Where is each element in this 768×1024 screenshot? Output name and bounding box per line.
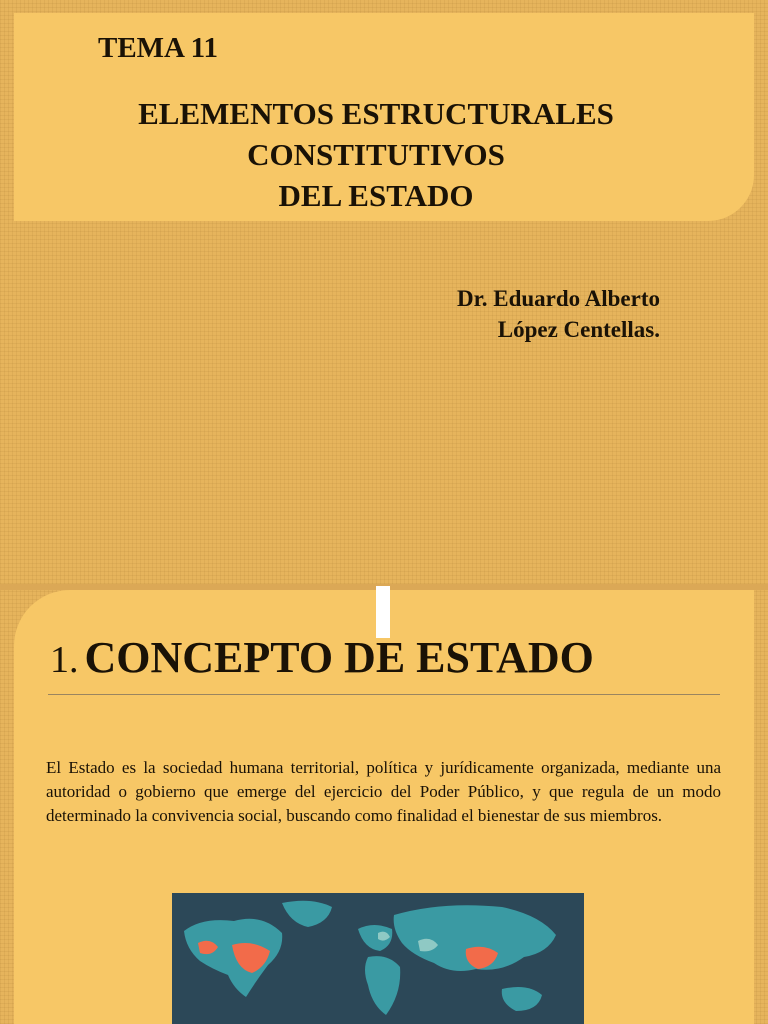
section-heading — [50, 632, 594, 683]
author-line: Dr. Eduardo Alberto — [457, 286, 660, 311]
title-line: DEL ESTADO — [278, 178, 474, 213]
title-line: CONSTITUTIVOS — [247, 137, 505, 172]
text-cursor-marker — [376, 586, 390, 638]
slide-topic-number: TEMA 11 — [98, 32, 219, 64]
world-map-icon — [172, 893, 584, 1024]
title-line: ELEMENTOS ESTRUCTURALES — [138, 96, 614, 131]
world-map-image — [172, 893, 584, 1024]
author-name — [380, 283, 660, 345]
section-heading-text: CONCEPTO DE ESTADO — [84, 633, 594, 682]
definition-paragraph: El Estado es la sociedad humana territorial, política y jurídicamente organizada, mediante una autoridad o gobierno que emerge del ejercicio del Poder Público, y que regula de un modo determinado la convivencia social, buscando como finalidad el bienestar de sus miembros. — [46, 758, 721, 825]
heading-underline — [48, 694, 720, 695]
author-line: López Centellas. — [497, 317, 660, 342]
slide-title — [96, 93, 656, 216]
section-number: 1. — [50, 639, 79, 681]
